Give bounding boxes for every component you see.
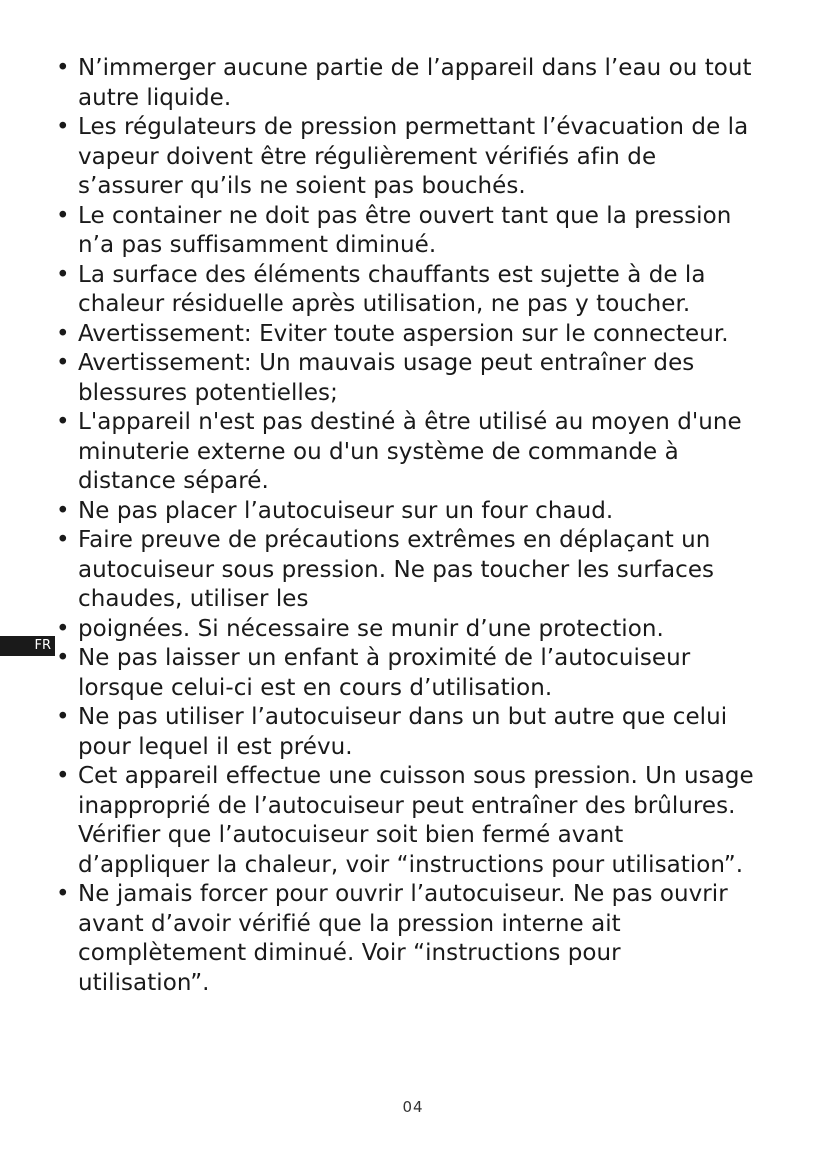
bullet-text: Avertissement: Eviter toute aspersion sur le connecteur. xyxy=(78,320,729,347)
bullet-dot: • xyxy=(56,55,70,81)
bullet-item xyxy=(56,261,756,320)
bullet-text: Cet appareil effectue une cuisson sous pression. Un usage inapproprié de l’autocuiseur peut entraîner des brûlures. Vérifier que l’autocuiseur soit bien fermé avant d’appliquer la chaleur, voir “instructions pour utilisation”. xyxy=(78,763,754,878)
bullet-dot: • xyxy=(56,615,70,642)
bullet-item xyxy=(56,644,756,703)
bullet-text: Avertissement: Un mauvais usage peut entraîner des blessures potentielles; xyxy=(78,350,695,406)
bullet-item xyxy=(56,113,756,202)
bullet-dot: • xyxy=(56,645,70,671)
bullet-dot: • xyxy=(56,350,70,376)
bullet-text: Ne pas utiliser l’autocuiseur dans un but autre que celui pour lequel il est prévu. xyxy=(78,704,728,760)
bullet-item xyxy=(56,497,756,527)
bullet-dot: • xyxy=(56,261,70,288)
bullet-text: N’immerger aucune partie de l’appareil dans l’eau ou tout autre liquide. xyxy=(78,55,752,111)
bullet-dot: • xyxy=(56,114,70,140)
bullet-dot: • xyxy=(56,763,70,789)
safety-instructions xyxy=(56,54,756,998)
bullet-dot: • xyxy=(56,409,70,435)
bullet-item xyxy=(56,880,756,998)
bullet-text: Ne pas placer l’autocuiseur sur un four chaud. xyxy=(78,497,614,524)
bullet-dot: • xyxy=(56,202,70,229)
bullet-item xyxy=(56,349,756,408)
bullet-item xyxy=(56,526,756,615)
bullet-item xyxy=(56,408,756,497)
bullet-text: Faire preuve de précautions extrêmes en déplaçant un autocuiseur sous pression. Ne pas toucher les surfaces chaudes, utiliser les xyxy=(78,527,715,612)
page-number: 04 xyxy=(402,1098,424,1116)
bullet-item xyxy=(56,202,756,261)
bullet-text: Les régulateurs de pression permettant l’évacuation de la vapeur doivent être régulièrement vérifiés afin de s’assurer qu’ils ne soient pas bouchés. xyxy=(78,114,749,199)
bullet-text: L'appareil n'est pas destiné à être utilisé au moyen d'une minuterie externe ou d'un système de commande à distance séparé. xyxy=(78,409,742,494)
bullet-dot: • xyxy=(56,320,70,347)
bullet-item xyxy=(56,320,756,350)
bullet-text: Le container ne doit pas être ouvert tant que la pression n’a pas suffisamment diminué. xyxy=(78,202,732,258)
bullet-text: poignées. Si nécessaire se munir d’une protection. xyxy=(78,615,664,642)
bullet-dot: • xyxy=(56,527,70,553)
bullet-dot: • xyxy=(56,704,70,730)
bullet-text: La surface des éléments chauffants est sujette à de la chaleur résiduelle après utilisation, ne pas y toucher. xyxy=(78,261,706,317)
bullet-item xyxy=(56,54,756,113)
language-tab: FR xyxy=(0,636,55,656)
bullet-item xyxy=(56,703,756,762)
bullet-text: Ne pas laisser un enfant à proximité de l’autocuiseur lorsque celui-ci est en cours d’utilisation. xyxy=(78,645,691,701)
bullet-text: Ne jamais forcer pour ouvrir l’autocuiseur. Ne pas ouvrir avant d’avoir vérifié que la pression interne ait complètement diminué. Voir “instructions pour utilisation”. xyxy=(78,881,728,996)
bullet-dot: • xyxy=(56,497,70,524)
bullet-item xyxy=(56,762,756,880)
bullet-item xyxy=(56,615,756,645)
bullet-list xyxy=(56,54,756,998)
bullet-dot: • xyxy=(56,881,70,907)
